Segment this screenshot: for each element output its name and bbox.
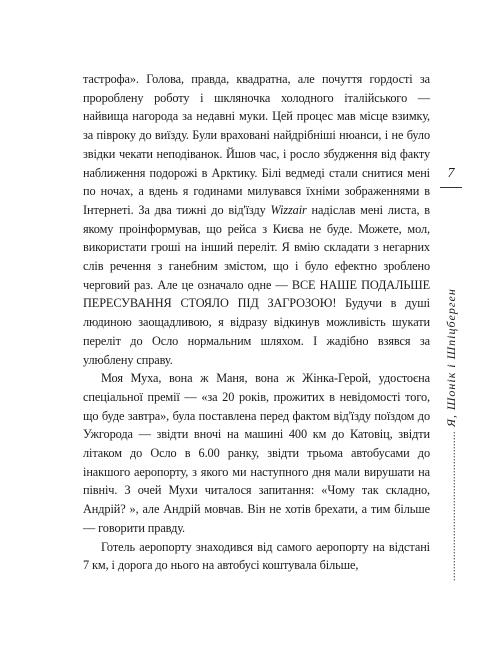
page-number: 7 (447, 166, 455, 181)
body-text (83, 70, 430, 575)
paragraph (83, 70, 430, 369)
paragraph: Готель аеропорту знаходився від самого аеропорту на відстані 7 км, і дорога до нього на автобусі коштувала більше, (83, 539, 430, 573)
paragraph: Моя Муха, вона ж Маня, вона ж Жінка-Герой, удостоєна спеціальної премії — «за 20 років, прожитих в невідомості того, що буде завтра», була поставлена перед фактом від'їзду поїздом до Ужгорода — звідти вночі на машині 400 км до Катовіц, звідти літаком до Осло в 6.00 ранку, звідти трьома автобусами до інакшого аеропорту, з якого ми наступного дня мали вирушати на північ. З очей Мухи читалося запитання: «Чому так складно, Андрій? », але Андрій мовчав. Він не хотів брехати, а тим більше — говорити правду. (83, 371, 430, 535)
running-head-title: Я, Шонік і Шпіцберген (444, 288, 458, 427)
divider (440, 187, 462, 188)
dotted-leader: .................................................. (444, 431, 458, 581)
paragraph-text: тастрофа». Голова, правда, квадратна, але почуття гордості за пророблену роботу і шкляночка холодного італійського — найвища нагорода за недавні муки. Цей процес мав місце взимку, за півроку до виїзду. Були враховані найдрібніші нюанси, і не було звідки чекати неподіванок. Йшов час, і росло збудження від факту наближення подорожі в Арктику. Білі ведмеді стали снитися мені по ночах, а вдень я годинами милувався їхніми зображеннями в Інтернеті. За два тижні до від'їзду (83, 72, 430, 217)
page-margin (440, 166, 462, 581)
running-head (440, 192, 462, 581)
italic-airline-name: Wizzair (270, 202, 307, 217)
paragraph-text: надіслав мені листа, в якому проінформував, що рейса з Києва не буде. Можете, мол, використати гроші на інший переліт. Я вмію складати з негарних слів речення з ганебним змістом, що і було ефектно зроблено черговий раз. Але це означало одне — ВСЕ НАШЕ ПОДАЛЬШЕ ПЕРЕСУВАННЯ СТОЯЛО ПІД ЗАГРОЗОЮ! Будучи в душі людиною заощадливою, я відразу відкинув можливість шукати переліт до Осло нормальним шляхом. І жадібно взявся за улюблену справу. (83, 202, 430, 367)
